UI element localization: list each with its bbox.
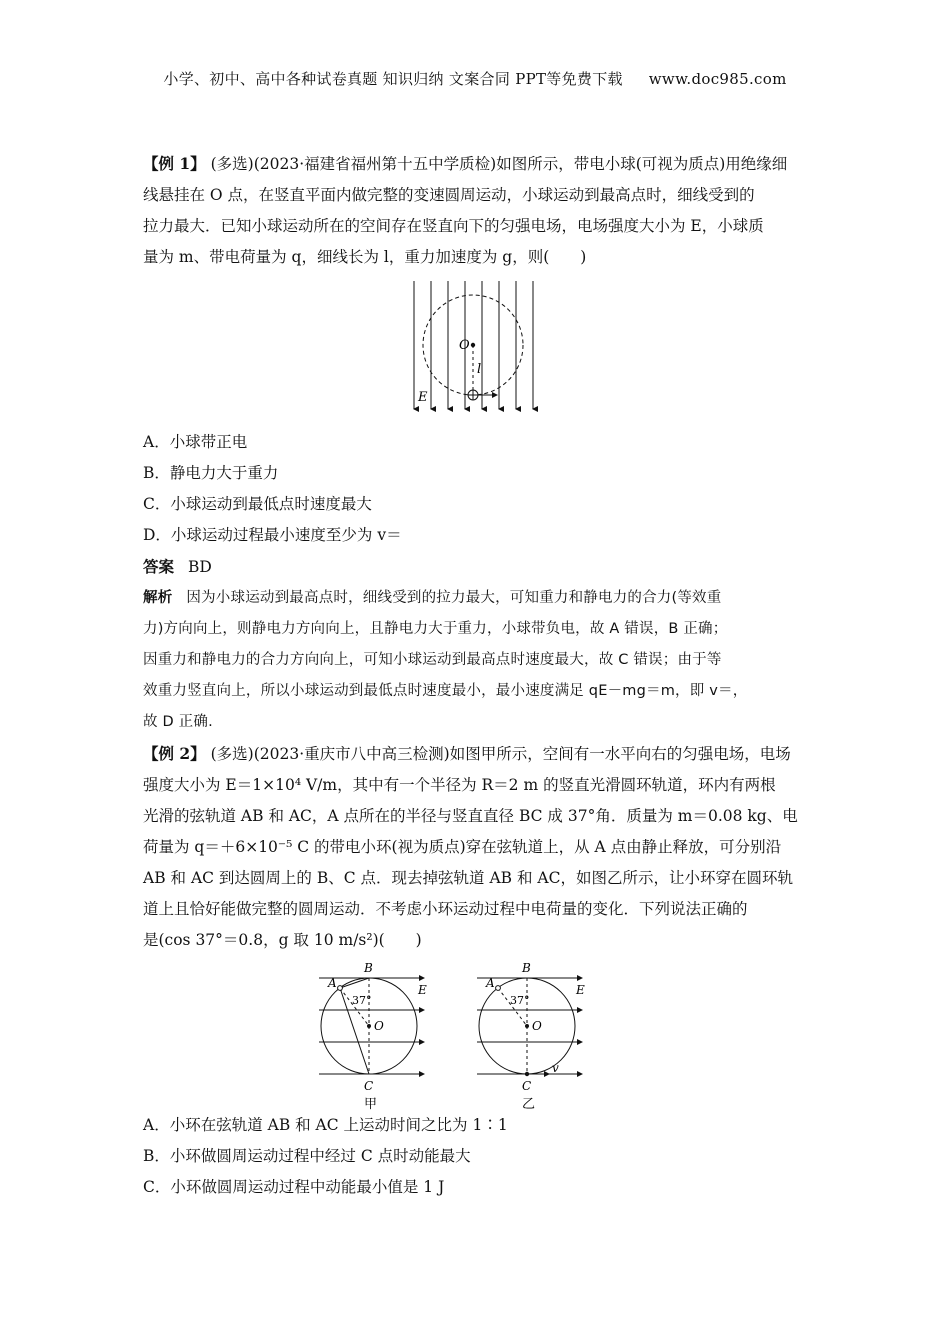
example1-analysis — [143, 583, 815, 738]
example1-line-2: 线悬挂在 O 点，在竖直平面内做完整的变速圆周运动，小球运动到最高点时，细线受到的 — [143, 186, 755, 204]
example1-line-4: 量为 m、带电荷量为 q，细线长为 l，重力加速度为 g，则( ) — [143, 248, 587, 266]
svg-text:v: v — [552, 1061, 559, 1075]
caption-yi: 乙 — [522, 1097, 536, 1110]
document-body — [143, 148, 815, 1203]
example1-line-3: 拉力最大．已知小球运动所在的空间存在竖直向下的匀强电场，电场强度大小为 E，小球质 — [143, 217, 764, 235]
example1-label: 【例 1】 — [143, 154, 206, 173]
example2-line-6: 道上且恰好能做完整的圆周运动．不考虑小环运动过程中电荷量的变化．下列说法正确的 — [143, 900, 748, 918]
example2-label: 【例 2】 — [143, 744, 206, 763]
label-o: O — [459, 338, 470, 353]
example2-option-a: A．小环在弦轨道 AB 和 AC 上运动时间之比为 1∶1 — [143, 1116, 508, 1134]
example2-line-7: 是(cos 37°＝0.8，g 取 10 m/s²)( ) — [143, 931, 422, 949]
svg-text:B: B — [364, 961, 373, 975]
svg-text:B: B — [522, 961, 531, 975]
svg-text:O: O — [532, 1019, 542, 1033]
diagram-jia — [319, 961, 427, 1110]
analysis-line-1: 因为小球运动到最高点时，细线受到的拉力最大，可知重力和静电力的合力(等效重 — [186, 590, 722, 606]
example1-answer — [143, 551, 815, 583]
example2-options — [143, 1110, 815, 1203]
example2-option-c: C．小环做圆周运动过程中动能最小值是 1 J — [143, 1178, 445, 1196]
svg-text:C: C — [364, 1079, 374, 1093]
example1-option-a: A．小球带正电 — [143, 433, 248, 451]
example1-figure — [409, 279, 549, 419]
example2-figure — [314, 960, 644, 1110]
example1-option-c: C．小球运动到最低点时速度最大 — [143, 495, 372, 513]
diagram-yi — [477, 961, 585, 1110]
header-url[interactable]: www.doc985.com — [648, 70, 787, 88]
svg-text:37°: 37° — [510, 994, 530, 1007]
analysis-line-5: 故 D 正确. — [143, 714, 213, 730]
example2-option-b: B．小环做圆周运动过程中经过 C 点时动能最大 — [143, 1147, 471, 1165]
example2-question — [143, 738, 815, 956]
caption-jia: 甲 — [364, 1097, 378, 1110]
header-text: 小学、初中、高中各种试卷真题 知识归纳 文案合同 PPT等免费下载 — [163, 70, 623, 88]
example1-option-d: D．小球运动过程最小速度至少为 v＝ — [143, 526, 402, 544]
answer-value: BD — [188, 558, 212, 576]
example2-line-4: 荷量为 q＝＋6×10⁻⁵ C 的带电小环(视为质点)穿在弦轨道上，从 A 点由静止释放，可分别沿 — [143, 838, 782, 856]
example1-option-b: B．静电力大于重力 — [143, 464, 279, 482]
point-o — [471, 343, 475, 347]
example1-options — [143, 427, 815, 551]
svg-text:37°: 37° — [352, 994, 372, 1007]
svg-text:A: A — [328, 976, 337, 990]
example2-line-3: 光滑的弦轨道 AB 和 AC，A 点所在的半径与竖直直径 BC 成 37°角．质量为 m＝0.08 kg、电 — [143, 807, 798, 825]
svg-text:E: E — [576, 983, 585, 997]
page-header — [0, 68, 950, 89]
example2-line-2: 强度大小为 E＝1×10⁴ V/m，其中有一个半径为 R＝2 m 的竖直光滑圆环轨道，环内有两根 — [143, 776, 776, 794]
svg-text:E: E — [418, 983, 427, 997]
analysis-label: 解析 — [143, 590, 173, 606]
label-e: E — [418, 390, 428, 405]
svg-text:C: C — [522, 1079, 532, 1093]
example1-question — [143, 148, 815, 273]
answer-label: 答案 — [143, 557, 175, 576]
svg-text:A: A — [486, 976, 495, 990]
analysis-line-4: 效重力竖直向上，所以小球运动到最低点时速度最小，最小速度满足 qE－mg＝m，即 v＝， — [143, 683, 748, 699]
example2-line-1: (多选)(2023·重庆市八中高三检测)如图甲所示，空间有一水平向右的匀强电场，电场 — [210, 745, 791, 763]
svg-text:O: O — [374, 1019, 384, 1033]
example1-line-1: (多选)(2023·福建省福州第十五中学质检)如图所示，带电小球(可视为质点)用绝缘细 — [210, 155, 788, 173]
analysis-line-2: 力)方向向上，则静电力方向向上，且静电力大于重力，小球带负电，故 A 错误，B 正确； — [143, 621, 728, 637]
label-l: l — [477, 362, 482, 377]
analysis-line-3: 因重力和静电力的合力方向向上，可知小球运动到最高点时速度最大，故 C 错误；由于等 — [143, 652, 722, 668]
example2-line-5: AB 和 AC 到达圆周上的 B、C 点．现去掉弦轨道 AB 和 AC，如图乙所示，让小环穿在圆环轨 — [143, 869, 793, 887]
